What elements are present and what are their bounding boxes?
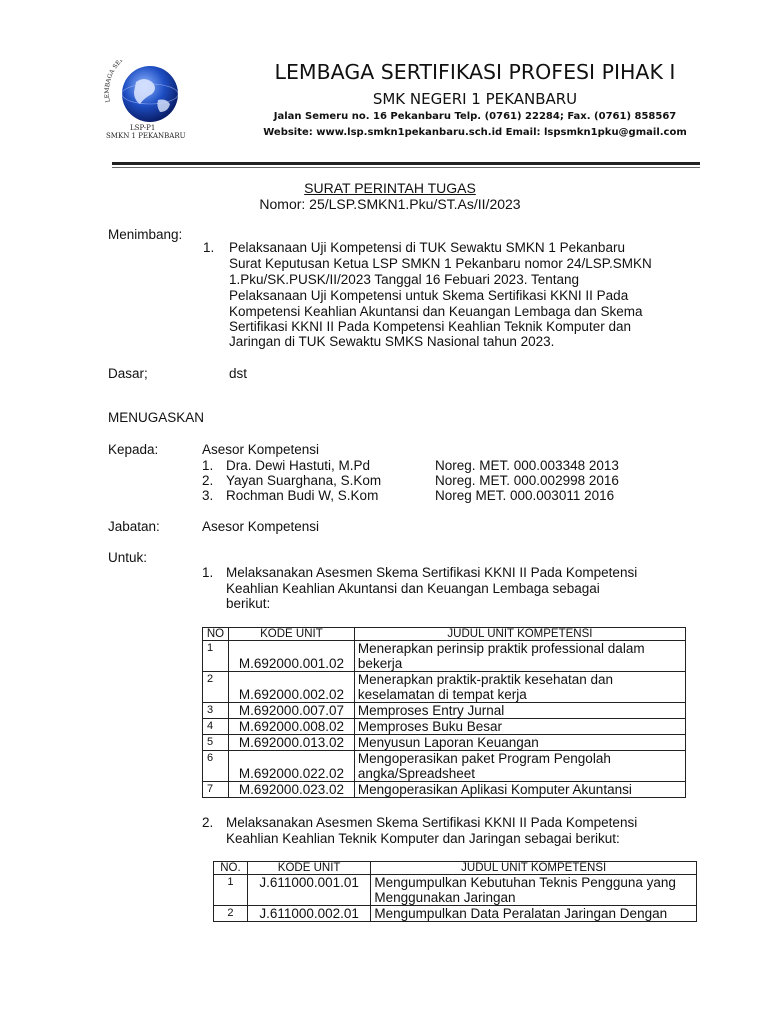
- letter-title: SURAT PERINTAH TUGAS: [304, 180, 476, 196]
- assessor-number: 3.: [202, 488, 214, 503]
- assessor-name: Rochman Budi W, S.Kom: [226, 488, 379, 503]
- menimbang-line: Kompetensi Keahlian Akuntansi dan Keuangan Lembaga dan Skema: [229, 304, 643, 319]
- website-email-line: Website: www.lsp.smkn1pekanbaru.sch.id Email: lspsmkn1pku@gmail.com: [263, 127, 687, 138]
- task-line: berikut:: [226, 596, 271, 611]
- assessor-name: Yayan Suarghana, S.Kom: [226, 473, 382, 488]
- row-title: Menyusun Laporan Keuangan: [354, 735, 685, 751]
- row-title-line: keselamatan di tempat kerja: [357, 687, 527, 702]
- row-code: M.692000.007.07: [228, 703, 354, 719]
- row-no: 2: [203, 672, 229, 703]
- header-code: KODE UNIT: [247, 862, 371, 875]
- row-title: Memproses Entry Jurnal: [354, 703, 685, 719]
- dasar-value: dst: [229, 366, 248, 381]
- table-row: [203, 735, 686, 751]
- menimbang-label: Menimbang:: [108, 227, 183, 242]
- row-title: [354, 751, 685, 782]
- row-code: M.692000.022.02: [228, 751, 354, 782]
- row-title: [354, 672, 685, 703]
- jabatan-label: Jabatan:: [108, 519, 160, 534]
- kepada-title: Asesor Kompetensi: [202, 442, 320, 457]
- assessor-noreg: Noreg. MET. 000.002998 2016: [435, 473, 619, 488]
- table-row: [203, 782, 686, 798]
- logo-line1: LSP-P1: [130, 124, 156, 132]
- row-title-line: Mengoperasikan paket Program Pengolah: [357, 751, 611, 766]
- kepada-label: Kepada:: [108, 442, 159, 457]
- row-title-line: angka/Spreadsheet: [357, 766, 476, 781]
- header-no: NO: [203, 628, 229, 641]
- menugaskan-heading: MENUGASKAN: [108, 410, 205, 425]
- assessor-number: 2.: [202, 473, 214, 488]
- row-title-line: bekerja: [357, 656, 403, 671]
- menimbang-line: Jaringan di TUK Sewaktu SMKS Nasional tahun 2023.: [229, 334, 555, 349]
- lsp-logo: [100, 60, 212, 142]
- row-no: 1: [214, 875, 248, 906]
- menimbang-line: Pelaksanaan Uji Kompetensi di TUK Sewaktu SMKN 1 Pekanbaru: [229, 240, 625, 255]
- row-code: J.611000.002.01: [247, 906, 371, 922]
- task-line: Keahlian Keahlian Akuntansi dan Keuangan Lembaga sebagai: [226, 581, 600, 596]
- header-no: NO.: [214, 862, 248, 875]
- row-code: J.611000.001.01: [247, 875, 371, 906]
- row-no: 6: [203, 751, 229, 782]
- row-title: [371, 875, 697, 906]
- row-no: 5: [203, 735, 229, 751]
- address-line: Jalan Semeru no. 16 Pekanbaru Telp. (0761) 22284; Fax. (0761) 858567: [273, 111, 677, 122]
- row-code: M.692000.023.02: [228, 782, 354, 798]
- school-name: SMK NEGERI 1 PEKANBARU: [372, 90, 578, 108]
- row-no: 2: [214, 906, 248, 922]
- row-no: 7: [203, 782, 229, 798]
- table-row: [203, 719, 686, 735]
- row-code: M.692000.002.02: [228, 672, 354, 703]
- org-name: LEMBAGA SERTIFIKASI PROFESI PIHAK I: [274, 60, 676, 84]
- header-title: JUDUL UNIT KOMPETENSI: [371, 862, 697, 875]
- task-number: 1.: [202, 565, 214, 580]
- menimbang-line: Pelaksanaan Uji Kompetensi untuk Skema Sertifikasi KKNI II Pada: [229, 288, 629, 303]
- menimbang-line: Surat Keputusan Ketua LSP SMKN 1 Pekanbaru nomor 24/LSP.SMKN: [229, 256, 652, 271]
- row-no: 3: [203, 703, 229, 719]
- row-title: Memproses Buku Besar: [354, 719, 685, 735]
- row-title: [354, 641, 685, 672]
- task-line: Melaksanakan Asesmen Skema Sertifikasi KKNI II Pada Kompetensi: [226, 815, 638, 830]
- header-rule-thick: [112, 162, 700, 165]
- untuk-label: Untuk:: [108, 550, 148, 565]
- header-title: JUDUL UNIT KOMPETENSI: [354, 628, 685, 641]
- menimbang-line: 1.Pku/SK.PUSK/II/2023 Tanggal 16 Febuari 2023. Tentang: [229, 272, 579, 287]
- assessor-noreg: Noreg MET. 000.003011 2016: [435, 488, 615, 503]
- table-row: [203, 751, 686, 782]
- jabatan-value: Asesor Kompetensi: [202, 519, 320, 534]
- task-line: Keahlian Keahlian Teknik Komputer dan Jaringan sebagai berikut:: [226, 831, 620, 846]
- row-title: Mengumpulkan Data Peralatan Jaringan Dengan: [371, 906, 697, 922]
- table-row: [203, 641, 686, 672]
- table-row: [214, 875, 697, 906]
- assessor-number: 1.: [202, 458, 214, 473]
- header-rule-thin: [112, 167, 700, 168]
- header-code: KODE UNIT: [228, 628, 354, 641]
- dasar-label: Dasar;: [108, 366, 148, 381]
- row-title-line: Menerapkan praktik-praktik kesehatan dan: [357, 672, 614, 687]
- row-title-line: Menggunakan Jaringan: [374, 890, 516, 905]
- row-no: 4: [203, 719, 229, 735]
- menimbang-line: Sertifikasi KKNI II Pada Kompetensi Keahlian Teknik Komputer dan: [229, 319, 631, 334]
- task-line: Melaksanakan Asesmen Skema Sertifikasi KKNI II Pada Kompetensi: [226, 565, 638, 580]
- row-title: Mengoperasikan Aplikasi Komputer Akuntansi: [354, 782, 685, 798]
- row-title-line: Mengumpulkan Kebutuhan Teknis Pengguna yang: [374, 875, 676, 890]
- table-row: [214, 906, 697, 922]
- logo-line2: SMKN 1 PEKANBARU: [106, 132, 186, 140]
- task-number: 2.: [202, 815, 214, 830]
- row-code: M.692000.008.02: [228, 719, 354, 735]
- table-header-row: [203, 628, 686, 641]
- competency-table-2: [213, 861, 697, 922]
- letter-number: Nomor: 25/LSP.SMKN1.Pku/ST.As/II/2023: [259, 196, 521, 212]
- row-title-line: Menerapkan perinsip praktik professional dalam: [357, 641, 645, 656]
- row-code: M.692000.013.02: [228, 735, 354, 751]
- row-code: M.692000.001.02: [228, 641, 354, 672]
- competency-table-1: [202, 627, 686, 798]
- table-header-row: [214, 862, 697, 875]
- table-row: [203, 703, 686, 719]
- row-no: 1: [203, 641, 229, 672]
- assessor-name: Dra. Dewi Hastuti, M.Pd: [226, 458, 371, 473]
- logo-arc-text: LEMBAGA SE: [103, 60, 123, 104]
- table-row: [203, 672, 686, 703]
- menimbang-number: 1.: [203, 240, 215, 255]
- assessor-noreg: Noreg. MET. 000.003348 2013: [435, 458, 619, 473]
